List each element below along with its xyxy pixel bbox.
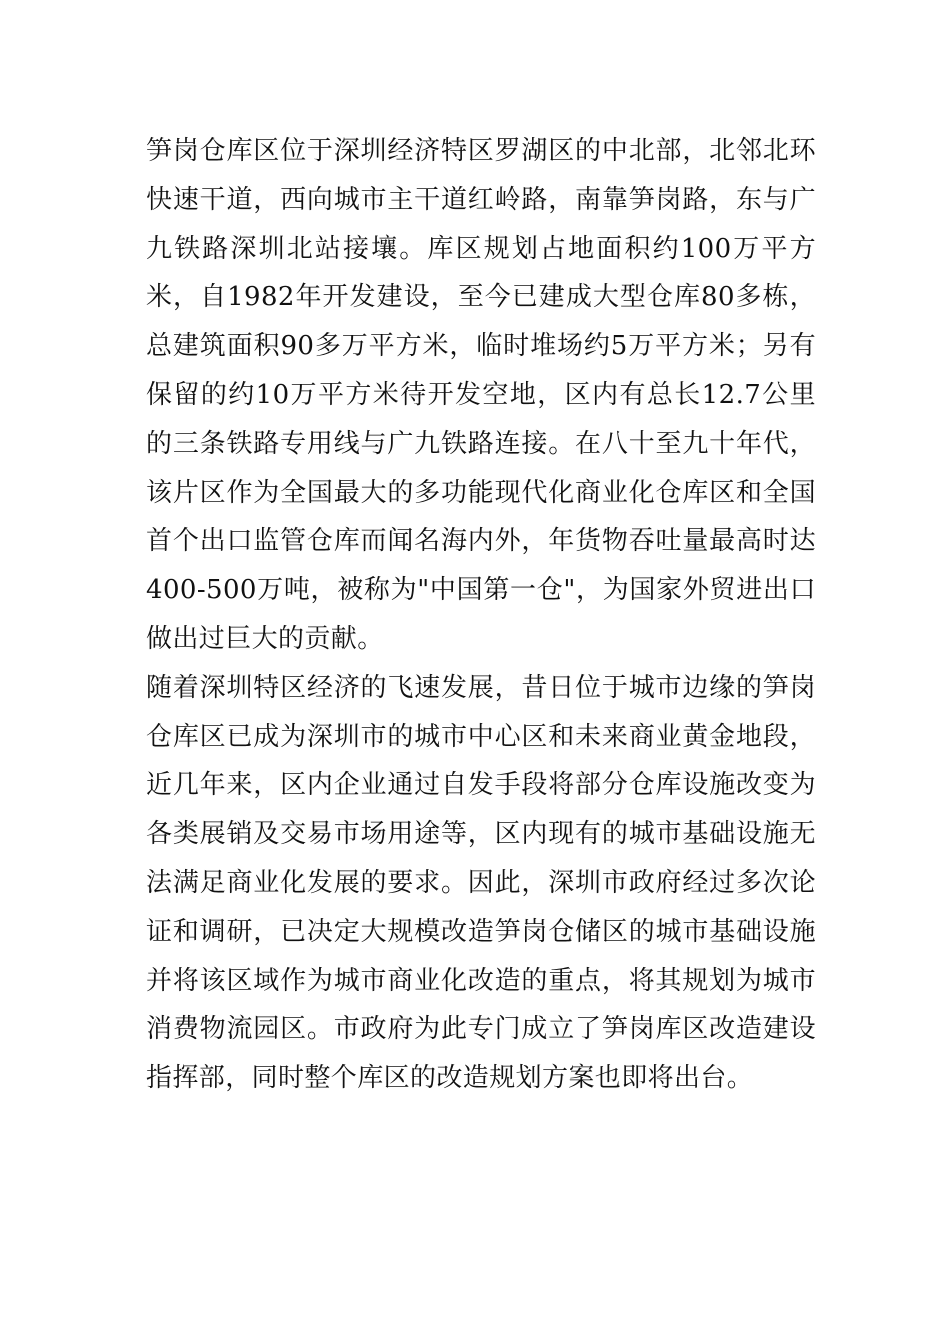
document-body xyxy=(146,127,816,1103)
paragraph-2: 随着深圳特区经济的飞速发展，昔日位于城市边缘的笋岗仓库区已成为深圳市的城市中心区和未来商业黄金地段，近几年来，区内企业通过自发手段将部分仓库设施改变为各类展销及交易市场用途等，区内现有的城市基础设施无法满足商业化发展的要求。因此，深圳市政府经过多次论证和调研，已决定大规模改造笋岗仓储区的城市基础设施并将该区域作为城市商业化改造的重点，将其规划为城市消费物流园区。市政府为此专门成立了笋岗库区改造建设指挥部，同时整个库区的改造规划方案也即将出台。 xyxy=(146,672,816,1094)
paragraph-1: 笋岗仓库区位于深圳经济特区罗湖区的中北部，北邻北环快速干道，西向城市主干道红岭路，南靠笋岗路，东与广九铁路深圳北站接壤。库区规划占地面积约100万平方米，自1982年开发建设，至今已建成大型仓库80多栋，总建筑面积90多万平方米，临时堆场约5万平方米；另有保留的约10万平方米待开发空地，区内有总长12.7公里的三条铁路专用线与广九铁路连接。在八十至九十年代，该片区作为全国最大的多功能现代化商业化仓库区和全国首个出口监管仓库而闻名海内外，年货物吞吐量最高时达400-500万吨，被称为"中国第一仓"，为国家外贸进出口做出过巨大的贡献。 xyxy=(146,136,816,654)
